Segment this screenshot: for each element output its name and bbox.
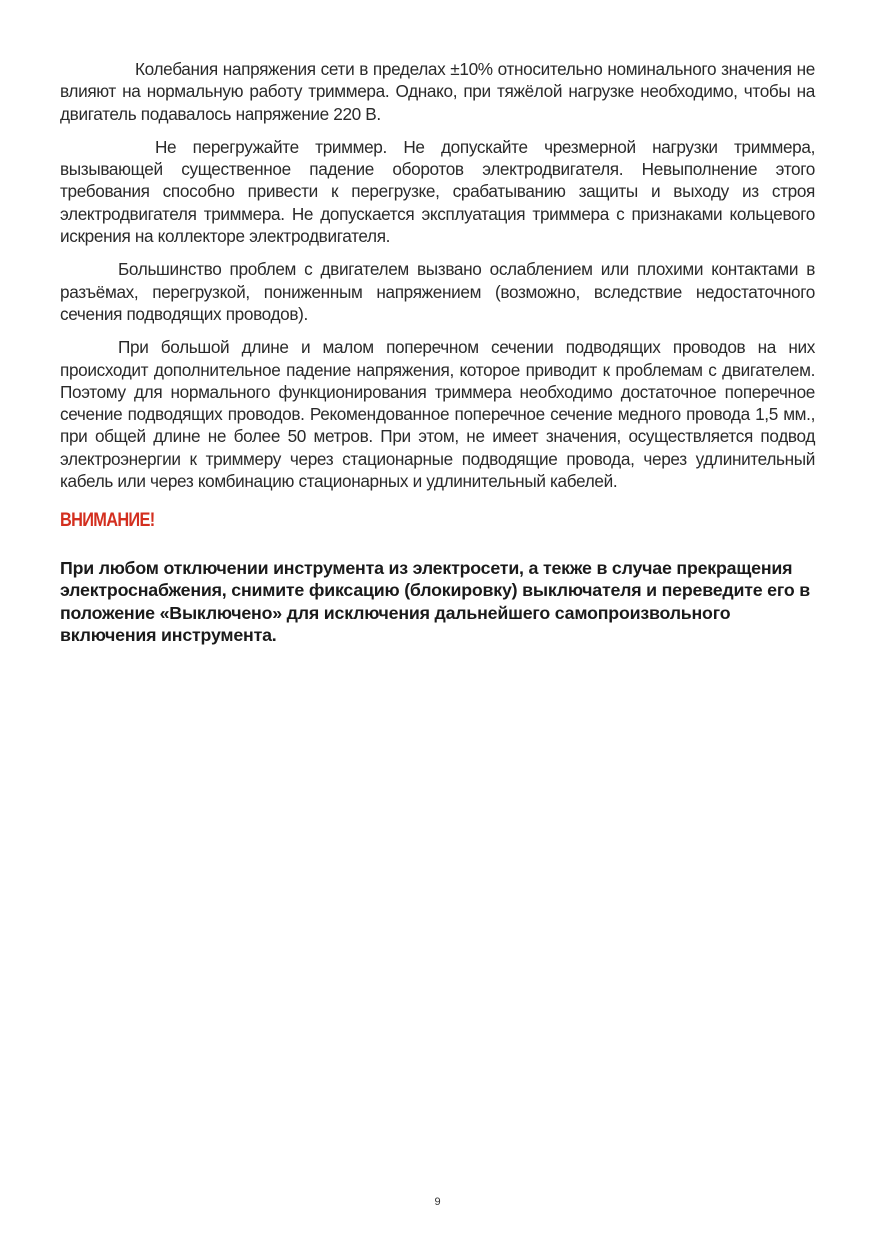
- paragraph-voltage-fluctuation: Колебания напряжения сети в пределах ±10% относительно номинального значения не влияют на нормальную работу триммера. Однако, при тяжёлой нагрузке необходимо, чтобы на двигатель подавалось напряжение 220 В.: [60, 59, 815, 124]
- document-page: [60, 58, 815, 647]
- warning-heading: ВНИМАНИЕ!: [60, 510, 155, 532]
- warning-text: При любом отключении инструмента из электросети, а текже в случае прекращения электроснабжения, снимите фиксацию (блокировку) выключателя и переведите его в положение «Выключено» для исключения дальнейшего самопроизвольного включения инструмента.: [60, 557, 810, 646]
- paragraph-wire-cross-section: При большой длине и малом поперечном сечении подводящих проводов на них происходит дополнительное падение напряжения, которое приводит к проблемам с двигателем. Поэтому для нормального функционирования триммера необходимо достаточное поперечное сечение подводящих проводов. Рекомендованное поперечное сечение медного провода 1,5 мм., при общей длине не более 50 метров. При этом, не имеет значения, осуществляется подвод электроэнергии к триммеру через стационарные подводящие провода, через удлинительный кабель или через комбинацию стационарных и удлинительный кабелей.: [60, 337, 815, 492]
- paragraph-overload: Не перегружайте триммер. Не допускайте чрезмерной нагрузки триммера, вызывающей существенное падение оборотов электродвигателя. Невыполнение этого требования способно привести к перегрузке, срабатыванию защиты и выходу из строя электродвигателя триммера. Не допускается эксплуатация триммера с признаками кольцевого искрения на коллекторе электродвигателя.: [60, 136, 815, 247]
- paragraph-motor-problems: Большинство проблем с двигателем вызвано ослаблением или плохими контактами в разъёмах, перегрузкой, пониженным напряжением (возможно, вследствие недостаточного сечения подводящих проводов).: [60, 259, 815, 324]
- page-number: 9: [434, 1196, 441, 1208]
